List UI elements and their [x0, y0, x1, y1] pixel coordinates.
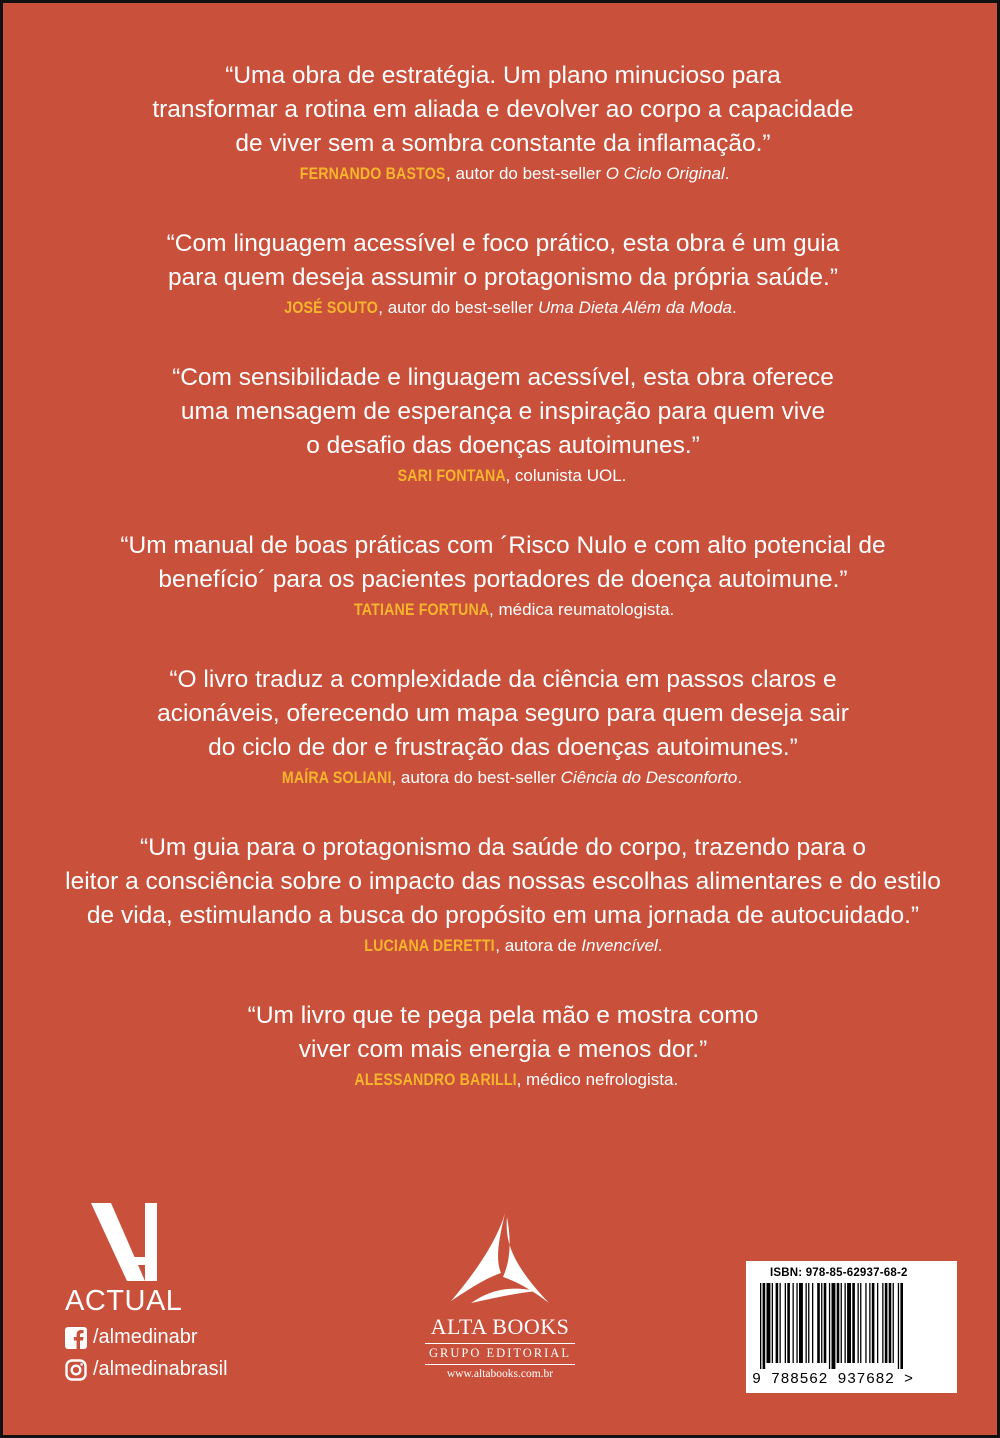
barcode-bar — [860, 1283, 861, 1363]
barcode-bar — [821, 1283, 822, 1363]
quote-block — [3, 227, 1000, 321]
alta-books-subtitle: GRUPO EDITORIAL — [429, 1346, 571, 1360]
barcode-bar — [767, 1283, 771, 1363]
quote-text: “Um manual de boas práticas com ´Risco Nulo e com alto potencial de benefício´ para os pacientes portadores de doença autoimune.” — [120, 532, 886, 593]
barcode-bar — [889, 1283, 892, 1363]
attribution-end: . — [731, 298, 737, 317]
quote-text: “Com sensibilidade e linguagem acessível, esta obra oferece uma mensagem de esperança e inspiração para quem vive o desafio das doenças autoimunes.” — [172, 364, 834, 459]
facebook-icon — [65, 1327, 87, 1349]
author-role: , autor do best-seller — [446, 164, 606, 183]
quote-attribution — [3, 1067, 1000, 1093]
quote-block — [3, 663, 1000, 791]
attribution-end: . — [737, 768, 743, 787]
quote-block — [3, 831, 1000, 959]
quote-text: “Um guia para o protagonismo da saúde do corpo, trazendo para o leitor a consciência sobre o impacto das nossas escolhas alimentares e do estilo de vida, estimulando a busca do propósito em uma jornada de autocuidado.” — [65, 834, 941, 929]
author-role: , autora do best-seller — [391, 768, 561, 787]
quote-text: “Um livro que te pega pela mão e mostra como viver com mais energia e menos dor.” — [247, 1002, 759, 1063]
barcode-bar — [760, 1283, 761, 1369]
alta-books-divider-2 — [425, 1364, 575, 1365]
barcode-bar — [796, 1283, 797, 1363]
barcode-bar — [877, 1283, 878, 1363]
attribution-end: . — [657, 936, 663, 955]
alta-books-mark-icon — [445, 1211, 555, 1307]
barcode-bar — [785, 1283, 786, 1363]
quote-attribution — [3, 933, 1000, 959]
facebook-handle-text: /almedinabr — [93, 1326, 198, 1348]
author-role: , autora de — [495, 936, 582, 955]
author-name: LUCIANA DERETTI — [364, 937, 496, 955]
barcode-bar — [885, 1283, 888, 1363]
barcode-bar — [832, 1283, 836, 1369]
barcode-bar — [799, 1283, 803, 1363]
instagram-handle-text: /almedinabrasil — [93, 1358, 228, 1380]
instagram-icon — [65, 1359, 87, 1381]
attribution-end: . — [724, 164, 730, 183]
barcode-bar — [900, 1283, 903, 1369]
alta-books-divider — [425, 1343, 575, 1344]
actual-logo-mark-icon — [87, 1201, 159, 1283]
actual-logo — [65, 1201, 185, 1318]
barcode-bar — [882, 1283, 883, 1363]
author-name: SARI FONTANA — [397, 467, 506, 485]
barcode-bar — [872, 1283, 875, 1363]
barcode-bar — [852, 1283, 855, 1363]
quote-attribution — [3, 161, 1000, 187]
barcode-bar — [865, 1283, 866, 1363]
barcode-bar — [829, 1283, 830, 1369]
author-name: MAÍRA SOLIANI — [281, 769, 392, 787]
isbn-label: ISBN: 978-85-62937-68-2 — [770, 1267, 908, 1279]
facebook-handle[interactable] — [65, 1326, 198, 1349]
barcode-bar — [776, 1283, 779, 1363]
author-name: JOSÉ SOUTO — [284, 299, 379, 317]
author-name: ALESSANDRO BARILLI — [354, 1071, 517, 1089]
book-title: Ciência do Desconforto — [560, 768, 738, 787]
barcode-bar — [763, 1283, 766, 1369]
quote-text: “Uma obra de estratégia. Um plano minucioso para transformar a rotina em aliada e devolver ao corpo a capacidade de viver sem a sombra constante da inflamação.” — [152, 62, 854, 157]
barcode-bar — [837, 1283, 840, 1363]
quote-attribution — [3, 463, 1000, 489]
author-role: , médica reumatologista. — [489, 600, 675, 619]
quotes-section — [3, 59, 1000, 1133]
barcode-bar — [793, 1283, 794, 1363]
alta-books-name: ALTA BOOKS — [430, 1314, 570, 1339]
barcode-bar — [898, 1283, 899, 1369]
instagram-handle[interactable] — [65, 1358, 228, 1381]
barcode-bar — [812, 1283, 813, 1363]
author-name: TATIANE FORTUNA — [353, 601, 490, 619]
barcode-bars — [750, 1283, 953, 1371]
quote-block — [3, 529, 1000, 623]
author-role: , autor do best-seller — [378, 298, 538, 317]
quote-block — [3, 59, 1000, 187]
alta-books-url[interactable]: www.altabooks.com.br — [446, 1368, 554, 1380]
barcode-bar — [772, 1283, 773, 1363]
actual-wordmark: ACTUAL — [65, 1285, 183, 1317]
barcode-bar — [824, 1283, 827, 1363]
author-name: FERNANDO BASTOS — [300, 165, 447, 183]
barcode-bar — [841, 1283, 842, 1363]
book-title: Invencível — [581, 936, 658, 955]
barcode-bar — [845, 1283, 846, 1363]
barcode-bar — [787, 1283, 790, 1363]
alta-books-logo — [415, 1211, 585, 1380]
quote-block — [3, 999, 1000, 1093]
barcode-bar — [806, 1283, 807, 1363]
quote-text: “O livro traduz a complexidade da ciência em passos claros e acionáveis, oferecendo um mapa seguro para quem deseja sair do ciclo de dor e frustração das doenças autoimunes.” — [157, 666, 849, 761]
author-role: , colunista UOL. — [505, 466, 627, 485]
barcode-bar — [817, 1283, 820, 1363]
barcode-bar — [847, 1283, 851, 1363]
quote-block — [3, 361, 1000, 489]
barcode-bar — [869, 1283, 870, 1363]
barcode-bar — [808, 1283, 809, 1363]
quote-attribution — [3, 295, 1000, 321]
quote-attribution — [3, 765, 1000, 791]
barcode-bar — [893, 1283, 894, 1363]
author-role: , médico nefrologista. — [516, 1070, 679, 1089]
book-title: Uma Dieta Além da Moda — [537, 298, 732, 317]
barcode-bar — [780, 1283, 781, 1363]
isbn-barcode — [746, 1261, 957, 1393]
book-title: O Ciclo Original — [605, 164, 725, 183]
quote-text: “Com linguagem acessível e foco prático, esta obra é um guia para quem deseja assumir o protagonismo da própria saúde.” — [166, 230, 840, 291]
barcode-bar — [858, 1283, 859, 1363]
barcode-digits: 9 788562 937682 > — [752, 1371, 914, 1388]
quote-attribution — [3, 597, 1000, 623]
